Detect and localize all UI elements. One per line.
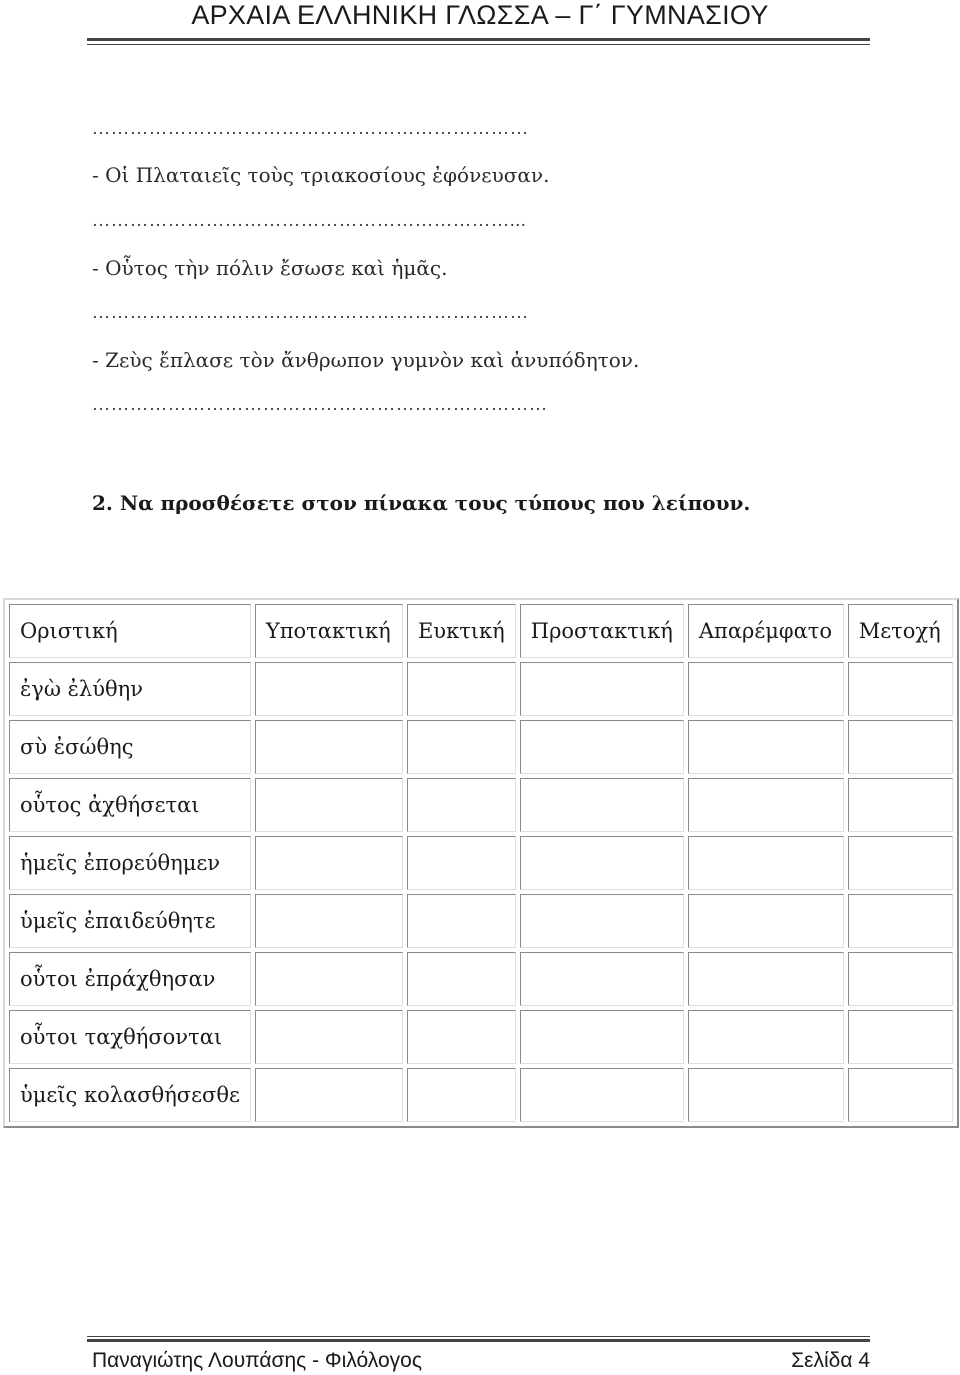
- answer-cell[interactable]: [520, 1010, 684, 1064]
- answer-cell[interactable]: [407, 952, 516, 1006]
- table-header-row: [9, 604, 953, 658]
- answer-cell[interactable]: [520, 1068, 684, 1122]
- answer-cell[interactable]: [407, 778, 516, 832]
- answer-cell[interactable]: [407, 662, 516, 716]
- answer-cell[interactable]: [255, 662, 403, 716]
- answer-cell[interactable]: [688, 662, 844, 716]
- table-row: [9, 662, 953, 716]
- answer-cell[interactable]: [848, 1068, 953, 1122]
- answer-cell[interactable]: [255, 1068, 403, 1122]
- answer-cell[interactable]: [255, 952, 403, 1006]
- answer-cell[interactable]: [688, 836, 844, 890]
- answer-cell[interactable]: [520, 778, 684, 832]
- column-header-participle: Μετοχή: [848, 604, 953, 658]
- table-row: [9, 894, 953, 948]
- answer-cell[interactable]: [848, 778, 953, 832]
- row-label: οὗτος ἀχθήσεται: [9, 778, 251, 832]
- header-divider: [87, 38, 870, 45]
- table-row: [9, 720, 953, 774]
- answer-cell[interactable]: [255, 778, 403, 832]
- answer-cell[interactable]: [520, 836, 684, 890]
- answer-cell[interactable]: [688, 1068, 844, 1122]
- answer-cell[interactable]: [848, 720, 953, 774]
- answer-cell[interactable]: [407, 894, 516, 948]
- answer-cell[interactable]: [688, 1010, 844, 1064]
- header-title: ΑΡΧΑΙΑ ΕΛΛΗΝΙΚΗ ΓΛΩΣΣΑ – Γ΄ ΓΥΜΝΑΣΙΟΥ: [191, 0, 769, 30]
- row-label: οὗτοι ταχθήσονται: [9, 1010, 251, 1064]
- answer-cell[interactable]: [255, 1010, 403, 1064]
- answer-cell[interactable]: [688, 952, 844, 1006]
- row-label: σὺ ἐσώθης: [9, 720, 251, 774]
- row-label: οὗτοι ἐπράχθησαν: [9, 952, 251, 1006]
- table-row: [9, 952, 953, 1006]
- answer-cell[interactable]: [688, 778, 844, 832]
- table-row: [9, 836, 953, 890]
- column-header-imperative: Προστακτική: [520, 604, 684, 658]
- answer-cell[interactable]: [520, 894, 684, 948]
- answer-cell[interactable]: [520, 720, 684, 774]
- table-row: [9, 778, 953, 832]
- exercise-2-title: 2. Να προσθέσετε στον πίνακα τους τύπους που λείπουν.: [92, 491, 751, 515]
- sentence-3: - Ζεὺς ἔπλασε τὸν ἄνθρωπον γυμνὸν καὶ ἀνυπόδητον.: [92, 348, 640, 372]
- answer-cell[interactable]: [407, 720, 516, 774]
- answer-cell[interactable]: [848, 662, 953, 716]
- answer-line-1: ……………………………………………………………: [92, 118, 529, 138]
- column-header-infinitive: Απαρέμφατο: [688, 604, 844, 658]
- answer-line-2: …………………………………………………………...: [92, 210, 527, 230]
- answer-cell[interactable]: [520, 952, 684, 1006]
- row-label: ὑμεῖς κολασθήσεσθε: [9, 1068, 251, 1122]
- footer-author: Παναγιώτης Λουπάσης - Φιλόλογος: [92, 1349, 422, 1372]
- answer-cell[interactable]: [255, 720, 403, 774]
- table-row: [9, 1010, 953, 1064]
- answer-cell[interactable]: [848, 836, 953, 890]
- page-number: Σελίδα 4: [791, 1349, 870, 1372]
- row-label: ἡμεῖς ἐπορεύθημεν: [9, 836, 251, 890]
- column-header-indicative: Οριστική: [9, 604, 251, 658]
- verb-forms-table: [3, 598, 959, 1128]
- answer-cell[interactable]: [407, 836, 516, 890]
- answer-line-4: ………………………………………………………………: [92, 394, 548, 414]
- answer-cell[interactable]: [255, 836, 403, 890]
- answer-cell[interactable]: [688, 720, 844, 774]
- answer-cell[interactable]: [688, 894, 844, 948]
- answer-cell[interactable]: [255, 894, 403, 948]
- answer-cell[interactable]: [848, 1010, 953, 1064]
- answer-cell[interactable]: [848, 894, 953, 948]
- column-header-subjunctive: Υποτακτική: [255, 604, 403, 658]
- sentence-1: - Οἱ Πλαταιεῖς τοὺς τριακοσίους ἐφόνευσαν.: [92, 163, 550, 187]
- table-row: [9, 1068, 953, 1122]
- row-label: ὑμεῖς ἐπαιδεύθητε: [9, 894, 251, 948]
- row-label: ἐγὼ ἐλύθην: [9, 662, 251, 716]
- answer-cell[interactable]: [407, 1010, 516, 1064]
- sentence-2: - Οὗτος τὴν πόλιν ἔσωσε καὶ ἡμᾶς.: [92, 256, 448, 280]
- answer-cell[interactable]: [407, 1068, 516, 1122]
- answer-cell[interactable]: [520, 662, 684, 716]
- footer-divider: [87, 1336, 870, 1342]
- answer-line-3: ……………………………………………………………: [92, 302, 529, 322]
- answer-cell[interactable]: [848, 952, 953, 1006]
- column-header-optative: Ευκτική: [407, 604, 516, 658]
